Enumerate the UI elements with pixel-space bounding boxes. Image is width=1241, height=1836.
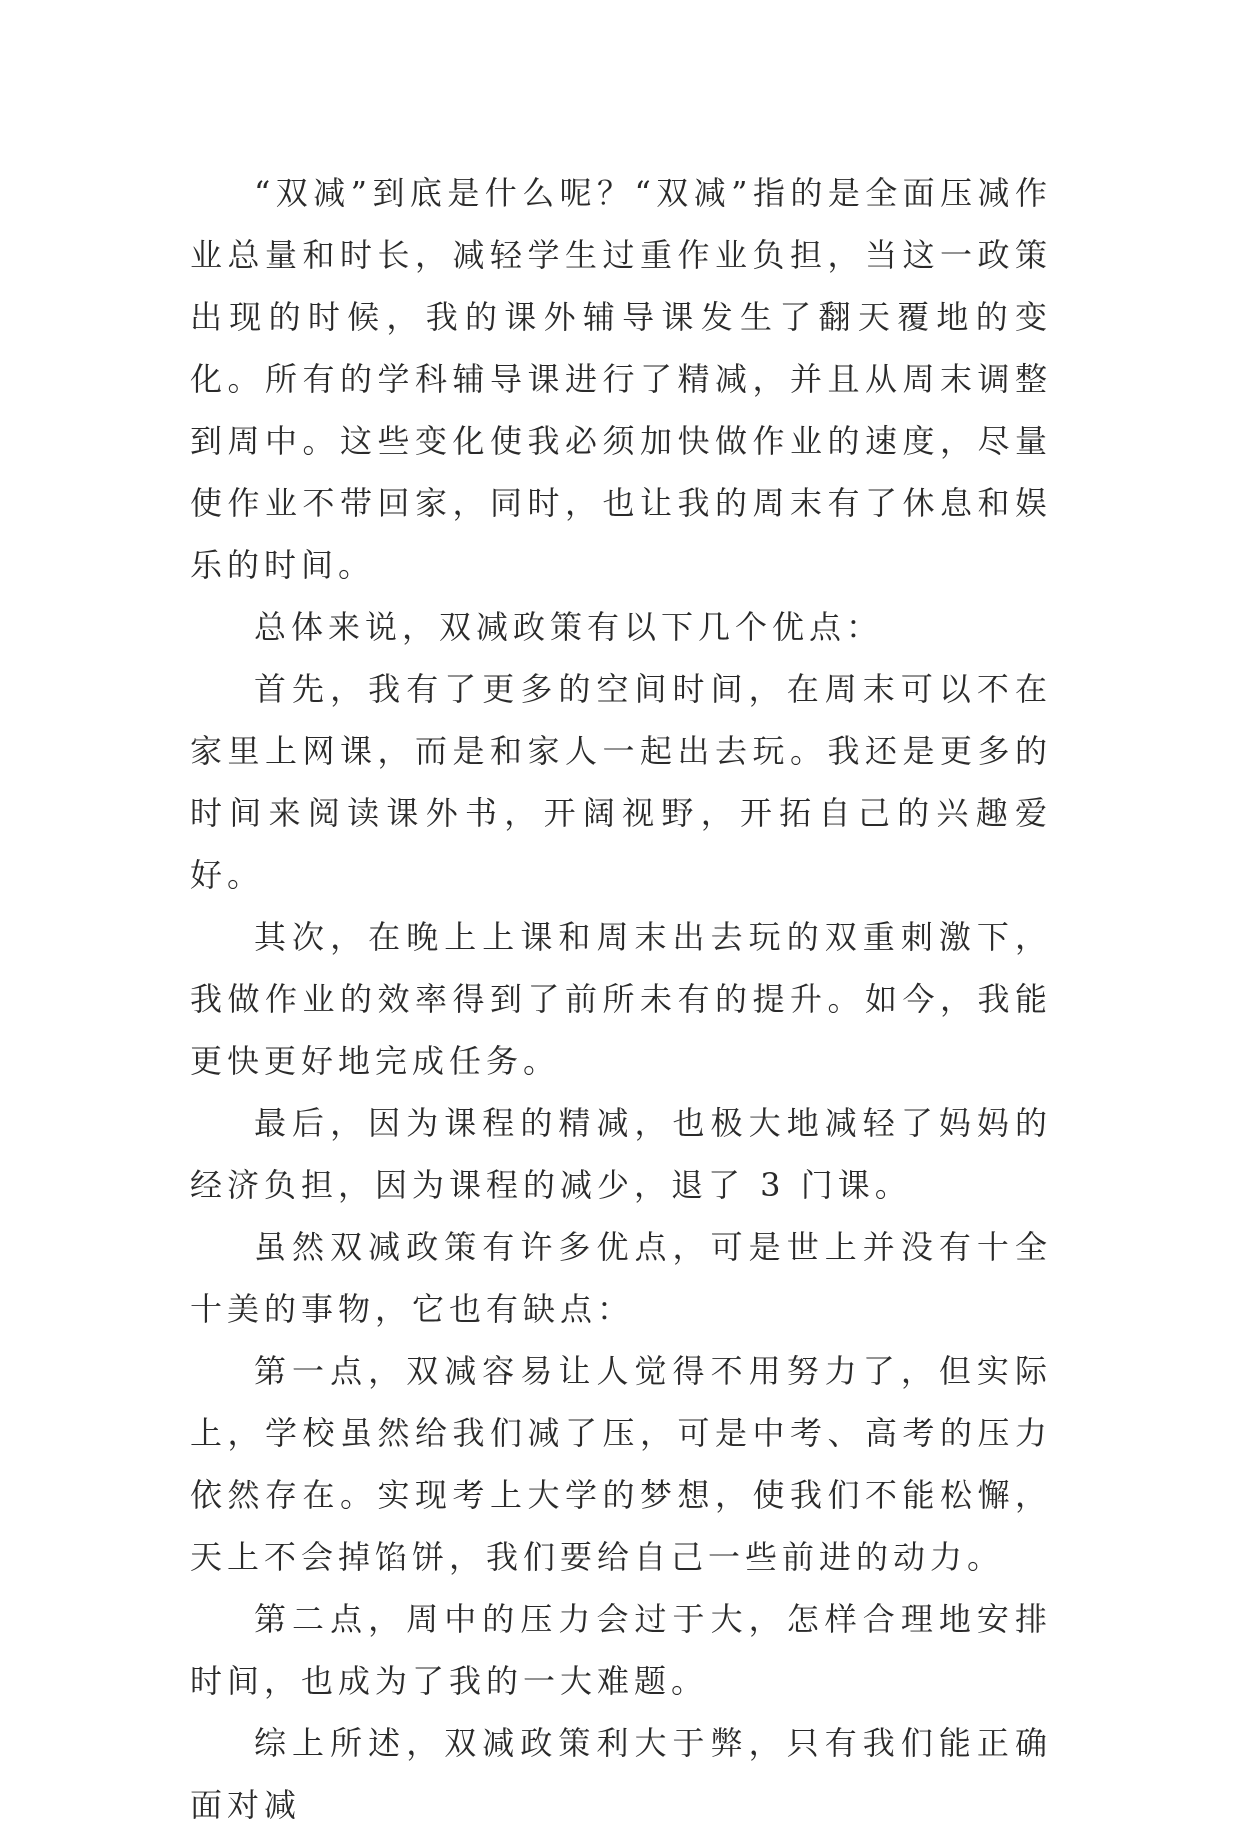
paragraph-advantage-second: 其次，在晚上上课和周末出去玩的双重刺激下，我做作业的效率得到了前所未有的提升。如今，我能更快更好地完成任务。 xyxy=(190,918,1052,1080)
paragraph-advantage-first: 首先，我有了更多的空间时间，在周末可以不在家里上网课，而是和家人一起出去玩。我还是更多的时间来阅读课外书，开阔视野，开拓自己的兴趣爱好。 xyxy=(190,670,1052,894)
paragraph-advantage-last: 最后，因为课程的精减，也极大地减轻了妈妈的经济负担，因为课程的减少，退了 3 门课。 xyxy=(190,1104,1052,1204)
paragraph-disadvantage-first: 第一点，双减容易让人觉得不用努力了，但实际上，学校虽然给我们减了压，可是中考、高考的压力依然存在。实现考上大学的梦想，使我们不能松懈，天上不会掉馅饼，我们要给自己一些前进的动力。 xyxy=(190,1352,1052,1576)
paragraph-disadvantages-intro: 虽然双减政策有许多优点，可是世上并没有十全十美的事物，它也有缺点： xyxy=(190,1228,1052,1328)
paragraph-intro: “双减”到底是什么呢？“双减”指的是全面压减作业总量和时长，减轻学生过重作业负担，当这一政策出现的时候，我的课外辅导课发生了翻天覆地的变化。所有的学科辅导课进行了精减，并且从周末调整到周中。这些变化使我必须加快做作业的速度，尽量使作业不带回家，同时，也让我的周末有了休息和娱乐的时间。 xyxy=(190,174,1052,584)
paragraph-conclusion: 综上所述，双减政策利大于弊，只有我们能正确面对减 xyxy=(190,1724,1052,1824)
paragraph-disadvantage-second: 第二点，周中的压力会过于大，怎样合理地安排时间，也成为了我的一大难题。 xyxy=(190,1600,1052,1700)
paragraph-summary-advantages: 总体来说，双减政策有以下几个优点： xyxy=(254,608,884,646)
document-body xyxy=(190,162,1052,1836)
